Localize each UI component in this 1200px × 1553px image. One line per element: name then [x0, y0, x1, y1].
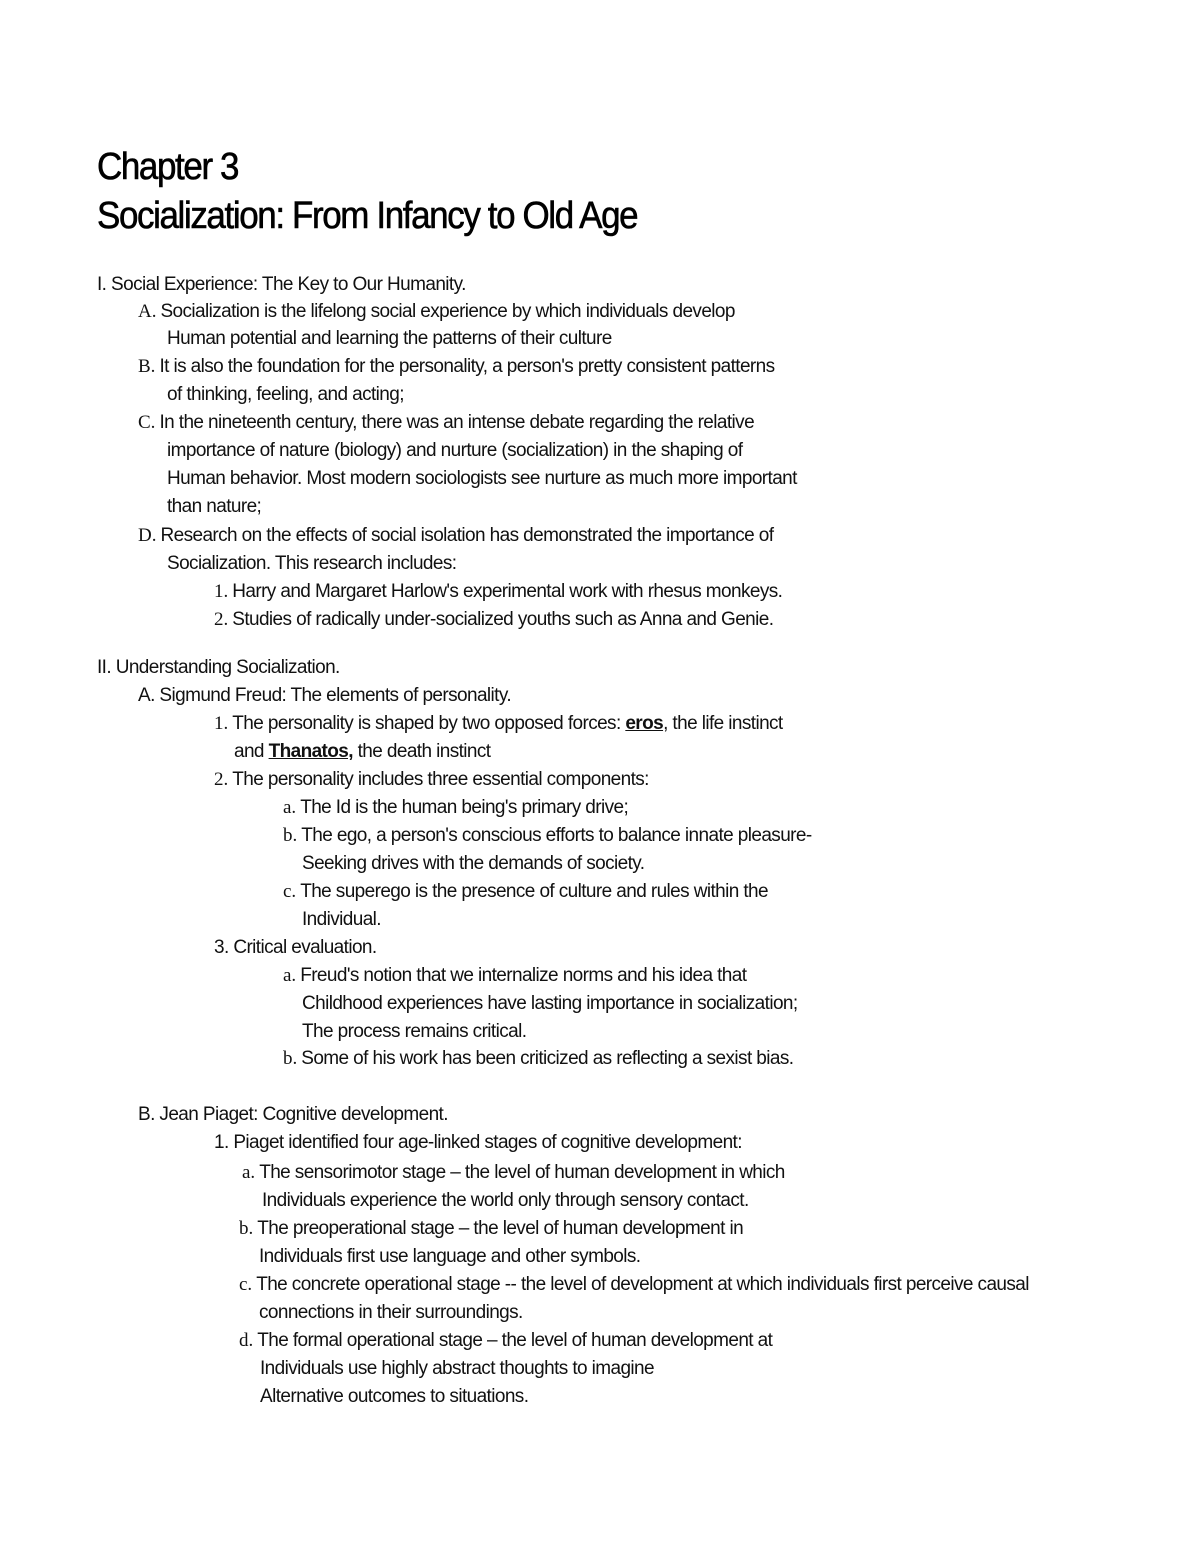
list-item-2b-1: 1. Piaget identified four age-linked stages of cognitive development: — [214, 1132, 742, 1153]
list-item-2b-1a — [242, 1162, 785, 1184]
list-item-2a-2a — [283, 797, 628, 819]
list-item-2b-1d — [239, 1330, 772, 1352]
list-marker: B. — [138, 356, 156, 377]
list-marker: b. — [283, 1048, 298, 1069]
list-item-2a-1 — [214, 713, 783, 735]
list-item-text: Studies of radically under-socialized youths such as Anna and Genie. — [232, 609, 774, 630]
list-item-text: Freud's notion that we internalize norms and his idea that — [300, 965, 747, 986]
list-item-continuation: connections in their surroundings. — [259, 1302, 523, 1323]
list-item-text: The superego is the presence of culture and rules within the — [300, 881, 768, 902]
list-item-continuation: than nature; — [167, 496, 262, 517]
list-marker: a. — [283, 965, 297, 986]
list-item-text: Socialization is the lifelong social experience by which individuals develop — [160, 301, 735, 322]
list-item-continuation: Individual. — [302, 909, 381, 930]
list-item-1d-1 — [214, 581, 782, 603]
chapter-title: Chapter 3 — [97, 146, 239, 188]
list-marker: c. — [239, 1274, 253, 1295]
list-item-continuation: Individuals use highly abstract thoughts to imagine — [260, 1358, 654, 1379]
list-item-2a-3a — [283, 965, 746, 987]
keyword-eros: eros — [625, 713, 664, 734]
list-marker: A. — [138, 301, 157, 322]
list-item-text: In the nineteenth century, there was an intense debate regarding the relative — [159, 412, 755, 433]
list-marker: 2. — [214, 769, 229, 790]
list-item-continuation: Childhood experiences have lasting importance in socialization; — [302, 993, 798, 1014]
subsection-heading-freud: A. Sigmund Freud: The elements of personality. — [138, 685, 512, 706]
list-item-text: The Id is the human being's primary drive; — [300, 797, 629, 818]
list-item-1d — [138, 525, 773, 547]
list-item-text: It is also the foundation for the personality, a person's pretty consistent patterns — [159, 356, 775, 377]
list-item-1a — [138, 301, 735, 323]
list-item-continuation: Human behavior. Most modern sociologists see nurture as much more important — [167, 468, 797, 489]
list-item-continuation — [234, 741, 490, 763]
list-item-text: and — [234, 741, 269, 762]
list-item-continuation: Alternative outcomes to situations. — [260, 1386, 529, 1407]
section-heading-2: II. Understanding Socialization. — [97, 657, 340, 678]
keyword-thanatos: Thanatos, — [268, 741, 353, 762]
list-item-text: The concrete operational stage -- the level of development at which individuals first perceive causal — [256, 1274, 1029, 1295]
list-item-text: the death instinct — [352, 741, 491, 762]
list-marker: c. — [283, 881, 297, 902]
list-item-2a-3b — [283, 1048, 793, 1070]
list-item-continuation: Socialization. This research includes: — [167, 553, 457, 574]
list-item-text: Research on the effects of social isolation has demonstrated the importance of — [160, 525, 774, 546]
list-marker: d. — [239, 1330, 254, 1351]
list-marker: a. — [242, 1162, 256, 1183]
list-item-2b-1b — [239, 1218, 743, 1240]
list-item-1b — [138, 356, 775, 378]
list-marker: b. — [239, 1218, 254, 1239]
list-item-text: Some of his work has been criticized as reflecting a sexist bias. — [301, 1048, 794, 1069]
list-item-continuation: Individuals experience the world only through sensory contact. — [262, 1190, 749, 1211]
list-marker: 1. — [214, 713, 229, 734]
list-item-text: The personality includes three essential components: — [232, 769, 649, 790]
list-item-1d-2 — [214, 609, 773, 631]
list-item-2a-2b — [283, 825, 812, 847]
list-item-text: The ego, a person's conscious efforts to balance innate pleasure- — [301, 825, 812, 846]
subsection-heading-piaget: B. Jean Piaget: Cognitive development. — [138, 1104, 448, 1125]
list-item-1c — [138, 412, 754, 434]
list-marker: C. — [138, 412, 156, 433]
list-item-continuation: of thinking, feeling, and acting; — [167, 384, 404, 405]
list-item-continuation: The process remains critical. — [302, 1021, 527, 1042]
list-item-text: Harry and Margaret Harlow's experimental work with rhesus monkeys. — [232, 581, 783, 602]
list-item-text: The personality is shaped by two opposed forces: — [232, 713, 626, 734]
list-item-continuation: Seeking drives with the demands of society. — [302, 853, 645, 874]
list-marker: D. — [138, 525, 157, 546]
list-item-2a-2 — [214, 769, 649, 791]
list-marker: b. — [283, 825, 298, 846]
list-item-text: The sensorimotor stage – the level of human development in which — [259, 1162, 785, 1183]
list-marker: 2. — [214, 609, 229, 630]
list-item-continuation: importance of nature (biology) and nurture (socialization) in the shaping of — [167, 440, 743, 461]
section-heading-1: I. Social Experience: The Key to Our Humanity. — [97, 274, 466, 295]
list-item-text: , the life instinct — [663, 713, 783, 734]
list-item-text: The preoperational stage – the level of human development in — [257, 1218, 744, 1239]
list-marker: 1. — [214, 581, 229, 602]
list-item-continuation: Human potential and learning the patterns of their culture — [167, 328, 612, 349]
chapter-subtitle: Socialization: From Infancy to Old Age — [97, 195, 638, 237]
list-marker: a. — [283, 797, 297, 818]
list-item-continuation: Individuals first use language and other symbols. — [259, 1246, 641, 1267]
list-item-2a-2c — [283, 881, 768, 903]
list-item-text: The formal operational stage – the level of human development at — [257, 1330, 773, 1351]
list-item-2b-1c — [239, 1274, 1029, 1296]
list-item-2a-3: 3. Critical evaluation. — [214, 937, 377, 958]
